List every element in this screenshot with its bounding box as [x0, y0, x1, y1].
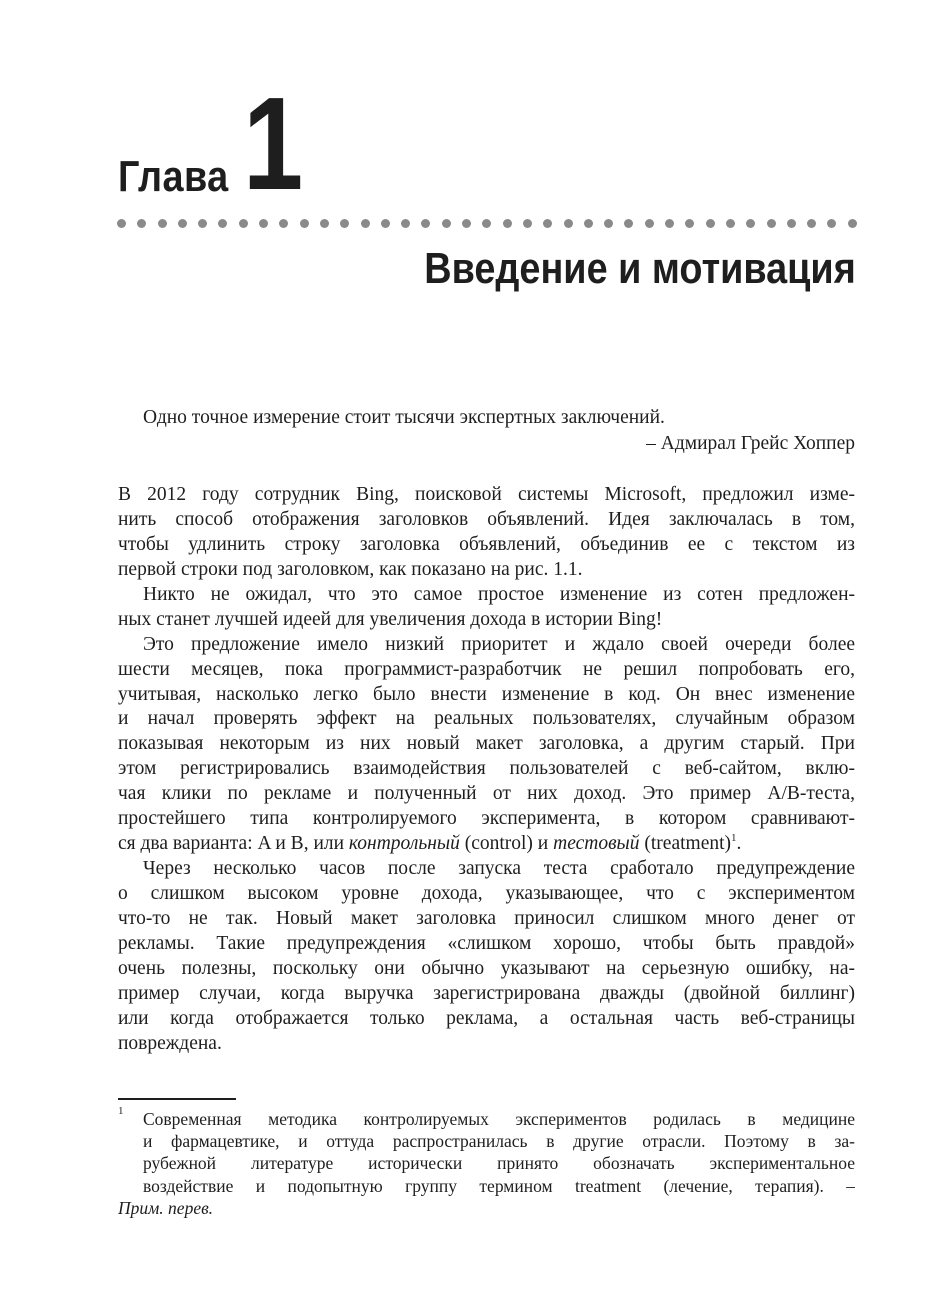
divider-dot [158, 219, 167, 228]
footnote-line: воздействие и подопытную группу термином treatment (лечение, терапия). – [143, 1175, 855, 1196]
divider-dot [178, 219, 187, 228]
divider-dot [239, 219, 248, 228]
footnote-text [118, 1108, 855, 1219]
text-line: этом регистрировались взаимодействия пользователей с веб-сайтом, вклю- [118, 758, 855, 780]
divider-dot [665, 219, 674, 228]
divider-dot [584, 219, 593, 228]
footnote-ref[interactable]: 1 [731, 832, 737, 845]
text-run: . [736, 833, 742, 855]
divider-dot [381, 219, 390, 228]
text-line: чая клики по рекламе и полученный от них доход. Это пример A/B-теста, [118, 783, 855, 805]
footnote-rule [118, 1098, 236, 1100]
text-line [118, 832, 855, 857]
text-line: первой строки под заголовком, как показано на рис. 1.1. [118, 558, 583, 580]
text-line: очень полезны, поскольку они обычно указывают на серьезную ошибку, на- [118, 957, 855, 979]
body-text [118, 483, 855, 1057]
divider-dot [361, 219, 370, 228]
term-test: тестовый [553, 833, 640, 855]
text-line: чтобы удлинить строку заголовка объявлений, объединив ее с текстом из [118, 533, 855, 555]
divider-dot [320, 219, 329, 228]
text-line: ных станет лучшей идеей для увеличения дохода в истории Bing! [118, 608, 663, 630]
text-line: шести месяцев, пока программист-разработчик не решил попробовать его, [118, 658, 855, 680]
footnote-line [118, 1197, 855, 1219]
chapter-number: 1 [243, 70, 304, 217]
text-line: о слишком высоком уровне дохода, указывающее, что с экспериментом [118, 883, 855, 904]
text-line: или когда отображается только реклама, а остальная часть веб-страницы [118, 1007, 855, 1029]
divider-dot [706, 219, 715, 228]
text-line: В 2012 году сотрудник Bing, поисковой системы Microsoft, предложил изме- [118, 484, 855, 505]
divider-dot [401, 219, 410, 228]
footnote-line: и фармацевтике, и оттуда распространилась в другие отрасли. Поэтому в за- [143, 1131, 855, 1152]
text-line: что-то не так. Новый макет заголовка приносил слишком много денег от [118, 907, 855, 929]
divider-dot [746, 219, 755, 228]
footnote-line: рубежной литературе исторически принято обозначать экспериментальное [143, 1153, 855, 1174]
divider-dot [198, 219, 207, 228]
divider-dot [462, 219, 471, 228]
divider-dot [442, 219, 451, 228]
divider-dot [604, 219, 613, 228]
divider-dot [767, 219, 776, 228]
text-run: ся два варианта: A и B, или [118, 833, 349, 855]
translator-note: Прим. перев. [118, 1197, 214, 1218]
divider-dot [259, 219, 268, 228]
divider-dot [787, 219, 796, 228]
text-line: Никто не ожидал, что это самое простое изменение из сотен предложен- [143, 583, 855, 605]
divider-dot [726, 219, 735, 228]
divider-dot [279, 219, 288, 228]
divider-dot [564, 219, 573, 228]
text-line: Через несколько часов после запуска теста сработало предупреждение [143, 858, 855, 880]
chapter-title: Введение и мотивация [424, 244, 856, 293]
divider-dot [645, 219, 654, 228]
divider-dot [482, 219, 491, 228]
divider-dot [340, 219, 349, 228]
epigraph-author: – Адмирал Грейс Хоппер [646, 433, 855, 454]
divider-dot [137, 219, 146, 228]
text-line: нить способ отображения заголовков объявлений. Идея заключалась в том, [118, 508, 855, 530]
divider-dot [421, 219, 430, 228]
epigraph-quote: Одно точное измерение стоит тысячи экспертных заключений. [143, 407, 665, 428]
chapter-label: Глава [118, 152, 229, 201]
footnote-mark: 1 [118, 1105, 124, 1117]
text-run: (treatment) [639, 833, 732, 855]
text-line: рекламы. Такие предупреждения «слишком хорошо, чтобы быть правдой» [118, 932, 855, 954]
divider-dot [218, 219, 227, 228]
divider-dot [827, 219, 836, 228]
text-line: и начал проверять эффект на реальных пользователях, случайным образом [118, 708, 855, 730]
footnote-line: Современная методика контролируемых экспериментов родилась в медицине [143, 1109, 855, 1129]
text-line: пример случаи, когда выручка зарегистрирована дважды (двойной биллинг) [118, 982, 855, 1004]
divider-dot [117, 219, 126, 228]
text-line: показывая некоторым из них новый макет заголовка, а другим старый. При [118, 733, 855, 755]
divider-dot [807, 219, 816, 228]
divider-dot [503, 219, 512, 228]
divider-dot [624, 219, 633, 228]
dotted-divider [117, 219, 857, 229]
divider-dot [848, 219, 857, 228]
term-control: контрольный [348, 833, 460, 855]
text-line: Это предложение имело низкий приоритет и ждало своей очереди более [143, 633, 855, 655]
text-run: (control) и [459, 833, 554, 855]
text-line: простейшего типа контролируемого эксперимента, в котором сравнивают- [118, 808, 855, 830]
divider-dot [543, 219, 552, 228]
text-line: повреждена. [118, 1032, 222, 1054]
text-line: учитывая, насколько легко было внести изменение в код. Он внес изменение [118, 683, 855, 705]
divider-dot [685, 219, 694, 228]
divider-dot [300, 219, 309, 228]
divider-dot [523, 219, 532, 228]
